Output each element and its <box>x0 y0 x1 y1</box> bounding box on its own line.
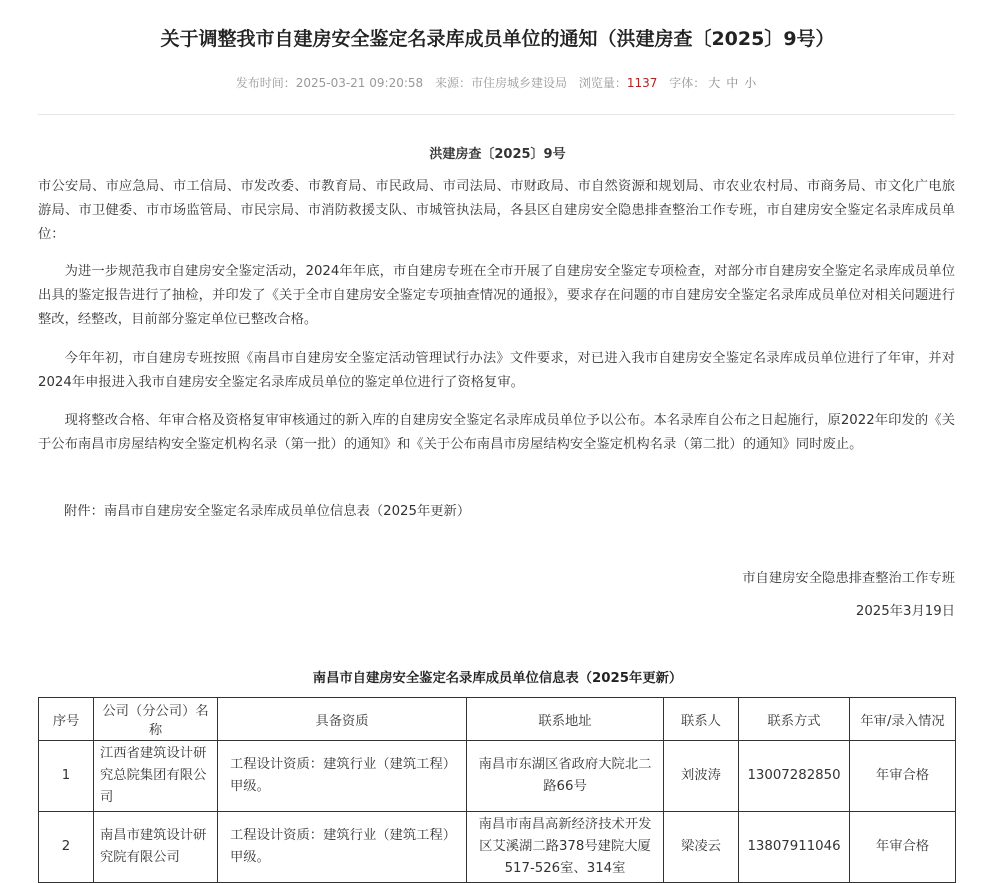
body-paragraph-3: 现将整改合格、年审合格及资格复审审核通过的新入库的自建房安全鉴定名录库成员单位予以公布。本名录库自公布之日起施行，原2022年印发的《关于公布南昌市房屋结构安全鉴定机构名录（第一批）的通知》和《关于公布南昌市房屋结构安全鉴定机构名录（第二批）的通知》同时废止。 <box>38 413 955 452</box>
publish-time <box>236 76 423 90</box>
font-size-label: 字体： <box>669 76 706 90</box>
source-value: 市住房城乡建设局 <box>471 76 568 90</box>
view-count-label: 浏览量： <box>578 76 627 90</box>
row-contact: 梁凌云 <box>664 812 739 883</box>
recipients-paragraph: 市公安局、市应急局、市工信局、市发改委、市教育局、市民政局、市司法局、市财政局、市自然资源和规划局、市农业农村局、市商务局、市文化广电旅游局、市卫健委、市市场监管局、市民宗局、市消防救援支队、市城管执法局，各县区自建房安全隐患排查整治工作专班，市自建房安全鉴定名录库成员单位： <box>38 179 955 242</box>
row-no: 1 <box>39 741 94 812</box>
article-meta <box>0 74 995 91</box>
publish-time-value: 2025-03-21 09:20:58 <box>295 76 424 90</box>
issue-date: 2025年3月19日 <box>855 604 955 619</box>
table-title: 南昌市自建房安全鉴定名录库成员单位信息表（2025年更新） <box>312 671 683 686</box>
header-company: 公司（分公司）名称 <box>94 698 218 741</box>
font-size-small-button[interactable]: 小 <box>744 76 757 90</box>
table-row <box>39 741 956 812</box>
page-title: 关于调整我市自建房安全鉴定名录库成员单位的通知（洪建房查〔2025〕9号） <box>160 28 835 50</box>
row-phone: 13807911046 <box>739 812 850 883</box>
publish-time-label: 发布时间： <box>235 76 296 90</box>
source <box>435 76 567 90</box>
table-header-row <box>39 698 956 741</box>
view-count-value: 1137 <box>626 76 658 90</box>
header-status: 年审/录入情况 <box>850 698 956 741</box>
row-contact: 刘波涛 <box>664 741 739 812</box>
row-address: 南昌市南昌高新经济技术开发区艾溪湖二路378号建院大厦517-526室、314室 <box>467 812 664 883</box>
row-company: 南昌市建筑设计研究院有限公司 <box>94 812 218 883</box>
signature: 市自建房安全隐患排查整治工作专班 <box>742 571 955 586</box>
row-address: 南昌市东湖区省政府大院北二路66号 <box>467 741 664 812</box>
table-row <box>39 812 956 883</box>
font-size-controls <box>669 76 759 90</box>
view-count <box>579 76 658 90</box>
header-contact: 联系人 <box>664 698 739 741</box>
row-qualification: 工程设计资质：建筑行业（建筑工程）甲级。 <box>218 812 467 883</box>
font-size-medium-button[interactable]: 中 <box>726 76 739 90</box>
member-units-table <box>38 697 956 883</box>
font-size-large-button[interactable]: 大 <box>708 76 721 90</box>
row-no: 2 <box>39 812 94 883</box>
row-status: 年审合格 <box>850 812 956 883</box>
header-phone: 联系方式 <box>739 698 850 741</box>
header-divider <box>38 114 955 115</box>
body-paragraph-2: 今年年初，市自建房专班按照《南昌市自建房安全鉴定活动管理试行办法》文件要求，对已进入我市自建房安全鉴定名录库成员单位进行了年审，并对2024年申报进入我市自建房安全鉴定名录库成员单位的鉴定单位进行了资格复审。 <box>38 351 955 390</box>
body-paragraph-1: 为进一步规范我市自建房安全鉴定活动，2024年年底，市自建房专班在全市开展了自建房安全鉴定专项检查，对部分市自建房安全鉴定名录库成员单位出具的鉴定报告进行了抽检，并印发了《关于全市自建房安全鉴定专项抽查情况的通报》，要求存在问题的市自建房安全鉴定名录库成员单位对相关问题进行整改，经整改，目前部分鉴定单位已整改合格。 <box>38 264 955 327</box>
row-status: 年审合格 <box>850 741 956 812</box>
row-phone: 13007282850 <box>739 741 850 812</box>
attachment-link[interactable]: 附件：南昌市自建房安全鉴定名录库成员单位信息表（2025年更新） <box>64 504 471 519</box>
source-label: 来源： <box>434 76 471 90</box>
row-company: 江西省建筑设计研究总院集团有限公司 <box>94 741 218 812</box>
header-qualification: 具备资质 <box>218 698 467 741</box>
document-number: 洪建房查〔2025〕9号 <box>429 147 566 162</box>
header-address: 联系地址 <box>467 698 664 741</box>
header-no: 序号 <box>39 698 94 741</box>
row-qualification: 工程设计资质：建筑行业（建筑工程）甲级。 <box>218 741 467 812</box>
